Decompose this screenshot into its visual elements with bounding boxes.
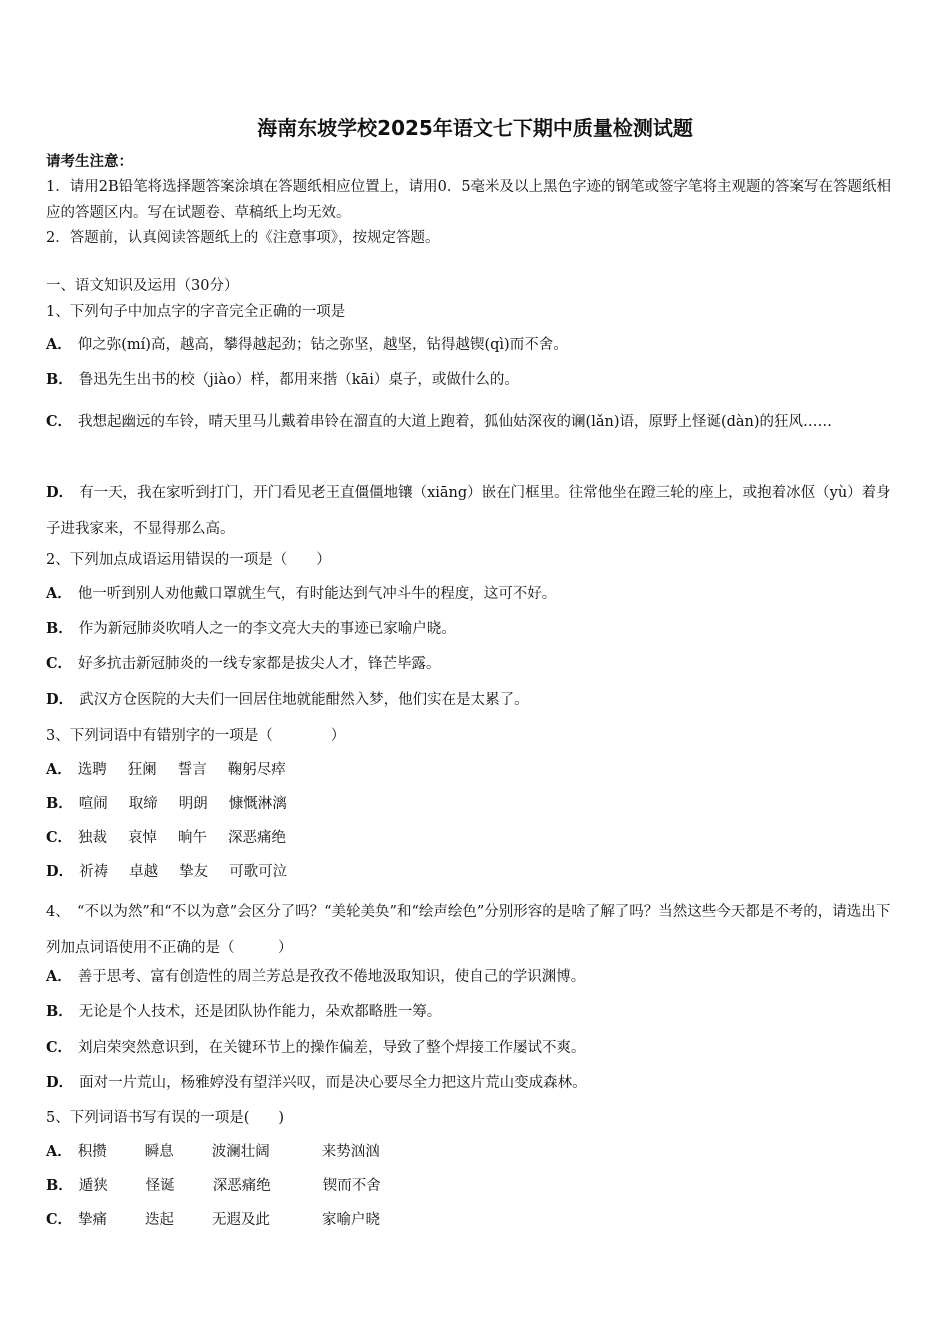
q5-option-c[interactable] — [46, 1210, 380, 1230]
word: 取缔 — [128, 796, 158, 812]
q2-option-c[interactable] — [46, 654, 441, 674]
word: 怪诞 — [145, 1178, 175, 1194]
option-label: D． — [46, 484, 74, 501]
option-label: B． — [46, 795, 73, 812]
option-label: B． — [46, 371, 73, 388]
question-1-stem: 1、下列句子中加点字的字音完全正确的一项是 — [46, 304, 346, 320]
word: 深恶痛绝 — [228, 830, 287, 846]
q1-option-b[interactable] — [46, 370, 519, 390]
word: 来势汹汹 — [321, 1144, 380, 1160]
q3-option-a[interactable] — [46, 760, 286, 780]
option-text: 善于思考、富有创造性的周兰芳总是孜孜不倦地汲取知识，使自己的学识渊博。 — [77, 969, 586, 985]
word: 明朗 — [178, 796, 208, 812]
word: 迭起 — [145, 1212, 175, 1228]
option-label: A． — [46, 968, 72, 985]
q4-option-c[interactable] — [46, 1038, 586, 1058]
option-label: A． — [46, 1143, 72, 1160]
option-text: 有一天，我在家听到打门，开门看见老王直僵僵地镶（xiāng）嵌在门框里。往常他坐在蹬三轮的座上，或抱着冰伛（yù）着身子进我家来，不显得那么高。 — [46, 485, 891, 537]
option-label: A． — [46, 336, 72, 353]
option-label: D． — [46, 1074, 74, 1091]
word: 锲而不舍 — [322, 1178, 381, 1194]
word: 晌午 — [178, 830, 208, 846]
option-label: C． — [46, 413, 73, 430]
option-label: C． — [46, 829, 73, 846]
q1-option-d[interactable] — [46, 475, 904, 547]
q2-option-a[interactable] — [46, 584, 556, 604]
question-4-stem: 4、 “不以为然”和“不以为意”会区分了吗？“美轮美奂”和“绘声绘色”分别形容的是啥了解了吗？当然这些今天都是不考的，请选出下列加点词语使用不正确的是（ ） — [46, 904, 891, 956]
option-text: 武汉方仓医院的大夫们一回居住地就能酣然入梦，他们实在是太累了。 — [79, 692, 529, 708]
notice-item-1: 1．请用2B铅笔将选择题答案涂填在答题纸相应位置上，请用0．5毫米及以上黑色字迹的钢笔或签字笔将主观题的答案写在答题纸相应的答题区内。写在试题卷、草稿纸上均无效。 — [46, 179, 892, 221]
option-label: C． — [46, 655, 73, 672]
option-label: B． — [46, 1003, 73, 1020]
option-label: C． — [46, 1039, 73, 1056]
option-text: 鲁迅先生出书的校（jiào）样，都用来揩（kāi）桌子，或做什么的。 — [78, 372, 519, 388]
notice-heading: 请考生注意： — [46, 153, 133, 170]
q5-option-b[interactable] — [46, 1176, 381, 1196]
option-text: 面对一片荒山，杨雅婷没有望洋兴叹，而是决心要尽全力把这片荒山变成森林。 — [79, 1075, 587, 1091]
question-5-stem: 5、下列词语书写有误的一项是( ) — [46, 1110, 285, 1126]
option-text: 仰之弥(mí)高，越高，攀得越起劲；钻之弥坚，越坚，钻得越锲(qì)而不舍。 — [77, 337, 568, 353]
word: 鞠躬尽瘁 — [227, 762, 286, 778]
option-label: A． — [46, 585, 72, 602]
word: 独裁 — [78, 830, 108, 846]
q4-option-b[interactable] — [46, 1002, 441, 1022]
option-label: C． — [46, 1211, 73, 1228]
word: 挚友 — [179, 864, 209, 880]
word: 慷慨淋漓 — [228, 796, 287, 812]
word: 深恶痛绝 — [212, 1178, 271, 1194]
word: 挚痛 — [78, 1212, 108, 1228]
option-text: 作为新冠肺炎吹哨人之一的李文亮大夫的事迹已家喻户晓。 — [78, 621, 456, 637]
q1-option-a[interactable] — [46, 335, 568, 355]
word: 喧闹 — [78, 796, 108, 812]
word: 瞬息 — [144, 1144, 174, 1160]
q3-option-b[interactable] — [46, 794, 287, 814]
word: 卓越 — [129, 864, 159, 880]
q2-option-b[interactable] — [46, 619, 456, 639]
word: 积攒 — [77, 1144, 107, 1160]
option-label: B． — [46, 1177, 73, 1194]
question-3-stem: 3、下列词语中有错别字的一项是（ ） — [46, 728, 346, 744]
word: 可歌可泣 — [229, 864, 288, 880]
q1-option-c[interactable] — [46, 403, 904, 441]
q4-option-d[interactable] — [46, 1073, 587, 1093]
word: 无遐及此 — [212, 1212, 271, 1228]
option-text: 我想起幽远的车铃，晴天里马儿戴着串铃在溜直的大道上跑着，狐仙姑深夜的谰(lǎn)语，原野上怪诞(dàn)的狂风…… — [78, 414, 833, 430]
option-label: A． — [46, 761, 72, 778]
word: 誓言 — [177, 762, 207, 778]
word: 家喻户晓 — [322, 1212, 381, 1228]
q5-option-a[interactable] — [46, 1142, 380, 1162]
option-text: 他一听到别人劝他戴口罩就生气，有时能达到气冲斗牛的程度，这可不好。 — [77, 586, 557, 602]
word: 遁狭 — [78, 1178, 108, 1194]
word: 祈祷 — [79, 864, 109, 880]
q3-option-c[interactable] — [46, 828, 286, 848]
word: 狂阑 — [127, 762, 157, 778]
word: 哀悼 — [128, 830, 158, 846]
word: 波澜壮阔 — [211, 1144, 270, 1160]
page-title: 海南东坡学校2025年语文七下期中质量检测试题 — [257, 116, 693, 140]
option-label: D． — [46, 863, 74, 880]
option-text: 无论是个人技术，还是团队协作能力，朵欢都略胜一筹。 — [78, 1004, 442, 1020]
option-label: D． — [46, 691, 74, 708]
section-heading: 一、语文知识及运用（30分） — [46, 278, 239, 294]
q4-option-a[interactable] — [46, 967, 585, 987]
option-label: B． — [46, 620, 73, 637]
question-2-stem: 2、下列加点成语运用错误的一项是（ ） — [46, 552, 331, 568]
q2-option-d[interactable] — [46, 690, 529, 710]
notice-item-2: 2．答题前，认真阅读答题纸上的《注意事项》，按规定答题。 — [46, 230, 440, 246]
word: 选聘 — [77, 762, 107, 778]
option-text: 好多抗击新冠肺炎的一线专家都是拔尖人才，锋芒毕露。 — [78, 656, 441, 672]
q3-option-d[interactable] — [46, 862, 287, 882]
option-text: 刘启荣突然意识到，在关键环节上的操作偏差，导致了整个焊接工作屡试不爽。 — [78, 1040, 586, 1056]
